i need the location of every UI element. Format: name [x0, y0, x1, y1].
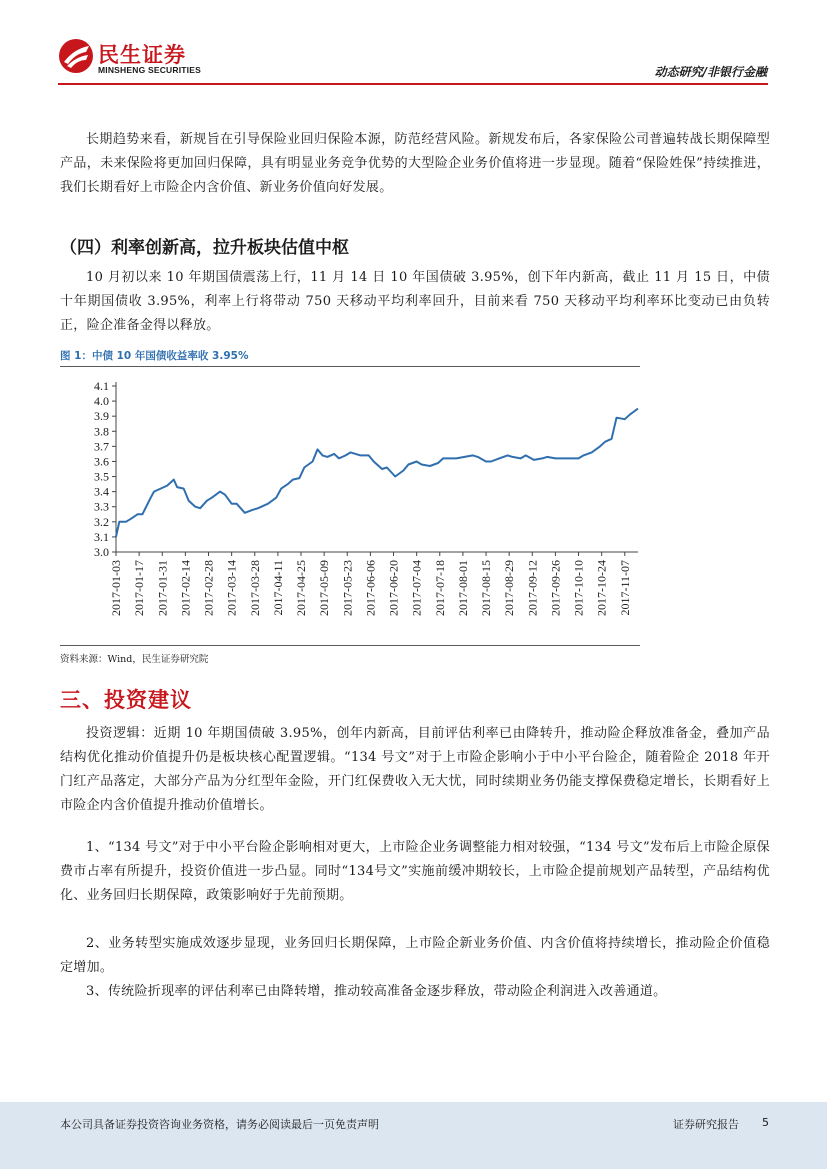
y-tick-label: 3.1: [94, 529, 109, 544]
x-tick-label: 2017-09-12: [525, 560, 540, 616]
figure-bottom-rule: [60, 645, 640, 646]
y-tick-label: 3.9: [94, 409, 109, 424]
bond-yield-chart: [60, 372, 640, 644]
y-tick-label: 3.8: [94, 424, 109, 439]
paragraph-point-2: 2、业务转型实施成效逐步显现，业务回归长期保障，上市险企新业务价值、内含价值将持续增长，推动险企价值稳定增加。: [60, 936, 770, 975]
x-tick-label: 2017-07-18: [432, 560, 447, 616]
y-tick-label: 3.4: [94, 484, 109, 499]
section-heading-investment: 三、投资建议: [60, 688, 192, 712]
x-tick-label: 2017-01-31: [155, 560, 170, 616]
footer-disclaimer: 本公司具备证券投资咨询业务资格，请务必阅读最后一页免责声明: [60, 1118, 379, 1131]
y-tick-label: 3.6: [94, 454, 109, 469]
x-tick-label: 2017-02-14: [178, 560, 193, 616]
x-tick-label: 2017-02-28: [201, 560, 216, 616]
x-tick-label: 2017-10-24: [594, 560, 609, 616]
x-tick-label: 2017-05-09: [317, 560, 332, 616]
y-tick-label: 4.1: [94, 379, 109, 393]
x-tick-label: 2017-11-07: [617, 560, 632, 616]
y-tick-label: 3.0: [94, 545, 109, 559]
x-tick-label: 2017-08-29: [502, 560, 517, 616]
y-tick-label: 3.3: [94, 499, 109, 514]
paragraph-interest-rate: 10 月初以来 10 年期国债震荡上行，11 月 14 日 10 年国债破 3.95%，创下年内新高，截止 11 月 15 日，中债十年期国债收 3.95%，利率上行将带动 750 天移动平均利率回升，目前来看 750 天移动平均利率环比变动已由负转正，险企准备金得以释放。: [60, 270, 770, 333]
y-tick-label: 3.7: [94, 439, 109, 454]
x-tick-label: 2017-03-28: [247, 560, 262, 616]
footer-report-type: 证券研究报告: [673, 1118, 739, 1131]
x-tick-label: 2017-09-26: [548, 560, 563, 616]
report-category: 动态研究/非银行金融: [654, 65, 767, 79]
company-logo: [58, 38, 218, 82]
x-tick-label: 2017-04-25: [294, 560, 309, 616]
page-footer: [0, 1102, 827, 1169]
y-tick-label: 3.5: [94, 469, 109, 484]
x-tick-label: 2017-07-04: [409, 560, 424, 616]
x-tick-label: 2017-08-01: [455, 560, 470, 616]
paragraph-long-term-trend: 长期趋势来看，新规旨在引导保险业回归保险本源，防范经营风险。新规发布后，各家保险公司普遍转战长期保障型产品，未来保险将更加回归保障，具有明显业务竞争优势的大型险企业务价值将进一步显现。随着“保险姓保”持续推进，我们长期看好上市险企内含价值、新业务价值向好发展。: [60, 132, 770, 195]
x-tick-label: 2017-06-20: [386, 560, 401, 616]
paragraph-point-3: 3、传统险折现率的评估利率已由降转增，推动较高准备金逐步释放，带动险企利润进入改善通道。: [86, 984, 667, 999]
y-tick-label: 4.0: [94, 394, 109, 409]
x-tick-label: 2017-08-15: [479, 560, 494, 616]
x-tick-label: 2017-03-14: [224, 560, 239, 616]
header-divider: [58, 83, 768, 85]
figure-title: 图 1：中债 10 年国债收益率收 3.95%: [60, 350, 249, 362]
page-number: 5: [762, 1116, 769, 1129]
paragraph-investment-logic: 投资逻辑：近期 10 年期国债破 3.95%，创年内新高，目前评估利率已由降转升，推动险企释放准备金，叠加产品结构优化推动价值提升仍是板块核心配置逻辑。“134 号文”对于上市险企影响小于中小平台险企，随着险企 2018 年开门红产品落定，大部分产品为分红型年金险，开门红保费收入无大忧，同时续期业务仍能支撑保费稳定增长，长期看好上市险企内含价值提升推动价值增长。: [60, 726, 770, 813]
figure-source: 资料来源：Wind，民生证券研究院: [60, 654, 209, 665]
yield-series-line: [116, 409, 638, 537]
minsheng-logo-icon: [58, 38, 94, 74]
x-tick-label: 2017-04-11: [270, 560, 285, 616]
x-tick-label: 2017-01-03: [109, 560, 123, 616]
x-tick-label: 2017-06-06: [363, 560, 378, 616]
y-tick-label: 3.2: [94, 514, 109, 529]
x-tick-label: 2017-05-23: [340, 560, 355, 616]
figure-top-rule: [60, 366, 640, 367]
section-subheading: （四）利率创新高，拉升板块估值中枢: [60, 238, 349, 258]
x-tick-label: 2017-10-10: [571, 560, 586, 616]
page-header: [0, 0, 827, 85]
x-tick-label: 2017-01-17: [132, 560, 147, 616]
logo-english-name: MINSHENG SECURITIES: [98, 65, 201, 75]
logo-chinese-name: 民生证券: [98, 43, 186, 67]
paragraph-point-1: 1、“134 号文”对于中小平台险企影响相对更大，上市险企业务调整能力相对较强，“134 号文”发布后上市险企原保费市占率有所提升，投资价值进一步凸显。同时“134号文”实施前缓冲期较长，上市险企提前规划产品转型，产品结构优化、业务回归长期保障，政策影响好于先前预期。: [60, 840, 770, 903]
